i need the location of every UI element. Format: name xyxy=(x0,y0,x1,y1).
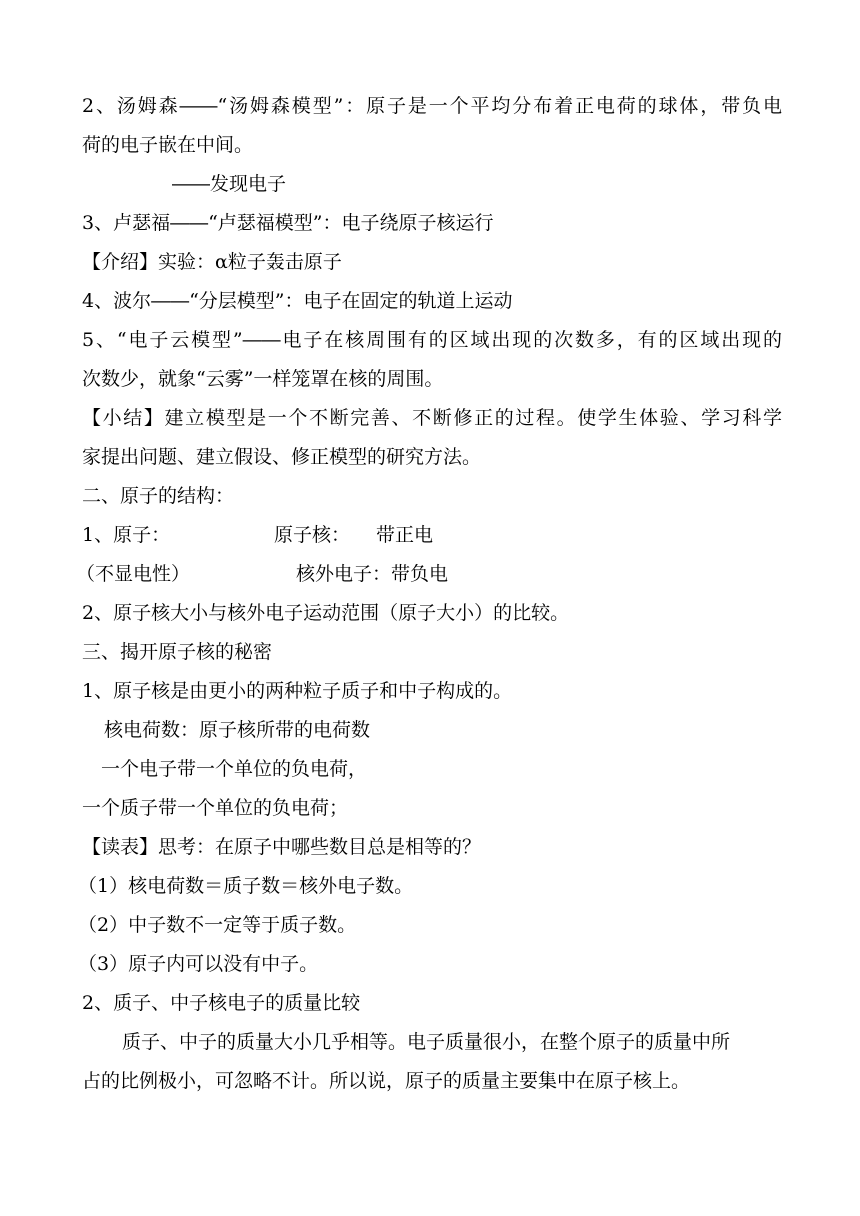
neutral-label: （不显电性） xyxy=(76,563,191,585)
electron-charge-line: 一个电子带一个单位的负电荷， xyxy=(101,758,368,780)
charge-number-line: 核电荷数：原子核所带的电荷数 xyxy=(104,719,371,741)
section-3-heading: 三、揭开原子核的秘密 xyxy=(82,641,273,663)
thomson-line-1: 2、汤姆森――“汤姆森模型”：原子是一个平均分布着正电荷的球体，带负电 xyxy=(82,95,782,117)
cloud-line-1: 5、“电子云模型”――电子在核周围有的区域出现的次数多，有的区域出现的 xyxy=(82,329,782,351)
cloud-line-2: 次数少，就象“云雾”一样笼罩在核的周围。 xyxy=(82,368,444,390)
point-3-line: （3）原子内可以没有中子。 xyxy=(78,953,319,975)
nucleus-charge: 带正电 xyxy=(376,524,434,546)
point-1-line: （1）核电荷数＝质子数＝核外电子数。 xyxy=(78,875,414,897)
nucleus-label: 原子核： xyxy=(274,524,351,546)
section-2-heading: 二、原子的结构： xyxy=(82,485,235,507)
atom-label: 1、原子： xyxy=(82,524,171,546)
size-compare-line: 2、原子核大小与核外电子运动范围（原子大小）的比较。 xyxy=(82,602,570,624)
rutherford-intro-line: 【介绍】实验：α粒子轰击原子 xyxy=(82,251,342,273)
read-table-line: 【读表】思考：在原子中哪些数目总是相等的？ xyxy=(82,836,482,858)
summary-line-1: 【小结】建立模型是一个不断完善、不断修正的过程。使学生体验、学习科学 xyxy=(82,407,782,429)
thomson-line-2: 荷的电子嵌在中间。 xyxy=(82,134,254,156)
point-2-line: （2）中子数不一定等于质子数。 xyxy=(78,914,357,936)
mass-line-1: 质子、中子的质量大小几乎相等。电子质量很小，在整个原子的质量中所 xyxy=(122,1031,731,1053)
mass-line-2: 占的比例极小，可忽略不计。所以说，原子的质量主要集中在原子核上。 xyxy=(82,1070,691,1092)
bohr-line: 4、波尔――“分层模型”：电子在固定的轨道上运动 xyxy=(82,290,513,312)
nucleus-composition-line: 1、原子核是由更小的两种粒子质子和中子构成的。 xyxy=(82,680,513,702)
electron-label: 核外电子：带负电 xyxy=(296,563,449,585)
proton-charge-line: 一个质子带一个单位的负电荷； xyxy=(82,797,349,819)
mass-compare-heading: 2、质子、中子核电子的质量比较 xyxy=(82,992,361,1014)
discover-electron-line: ――发现电子 xyxy=(172,173,287,195)
rutherford-line: 3、卢瑟福――“卢瑟福模型”：电子绕原子核运行 xyxy=(82,212,494,234)
summary-line-2: 家提出问题、建立假设、修正模型的研究方法。 xyxy=(82,446,482,468)
